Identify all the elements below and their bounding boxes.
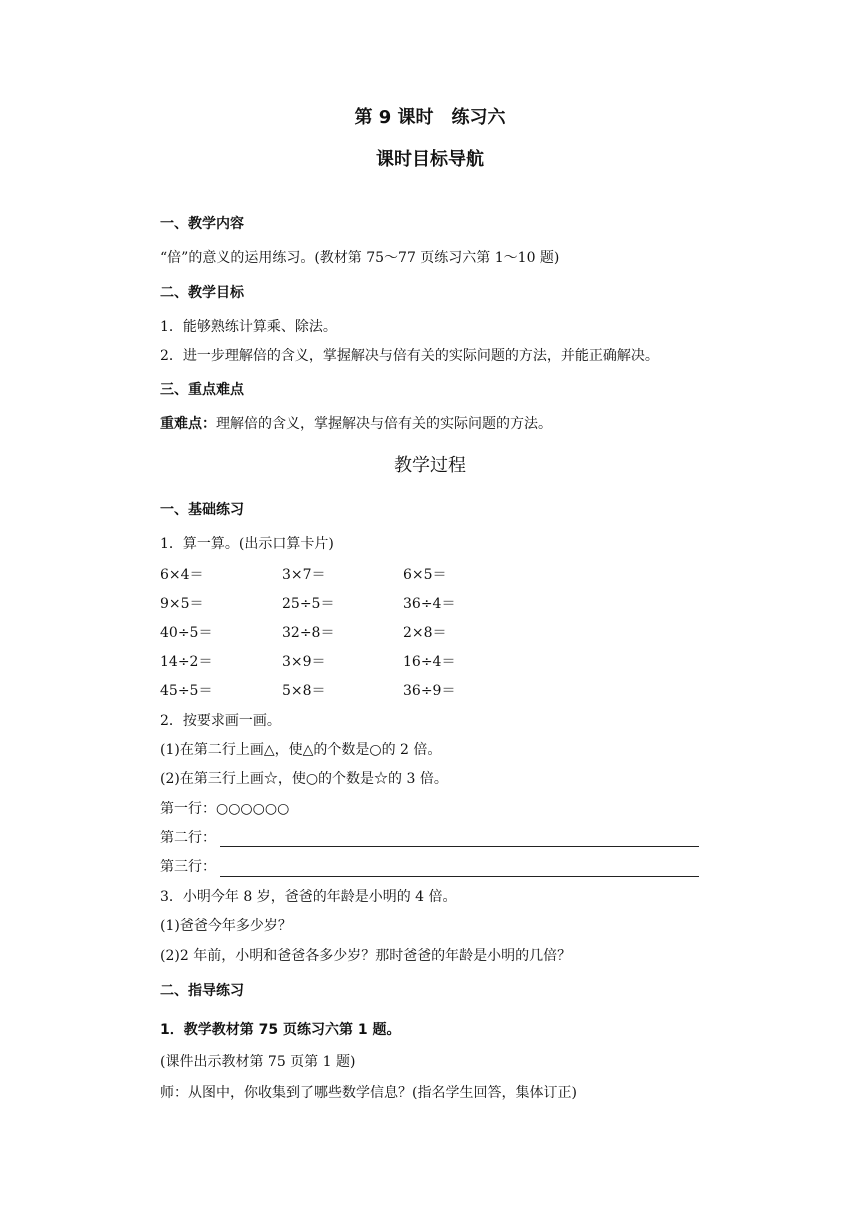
calc-r3-c3: 2×8＝ — [403, 625, 447, 641]
row-3-blank-line — [220, 876, 699, 877]
calc-r1-c1: 6×4＝ — [160, 567, 204, 583]
key-points-text: 理解倍的含义，掌握解决与倍有关的实际问题的方法。 — [216, 416, 552, 432]
row-2-blank-line — [220, 846, 699, 847]
question-2-part-1: (1)在第二行上画△，使△的个数是○的 2 倍。 — [160, 742, 442, 758]
section-heading-guided-practice: 二、指导练习 — [160, 983, 244, 999]
calc-r3-c1: 40÷5＝ — [160, 625, 213, 641]
teaching-content-text: “倍”的意义的运用练习。(教材第 75～77 页练习六第 1～10 题) — [160, 250, 560, 266]
calc-r4-c1: 14÷2＝ — [160, 654, 213, 670]
calc-r5-c1: 45÷5＝ — [160, 683, 213, 699]
section-heading-key-points: 三、重点难点 — [160, 382, 244, 398]
row-3-label: 第三行： — [160, 859, 216, 875]
row-1 — [160, 800, 289, 818]
row-1-label: 第一行： — [160, 801, 216, 817]
calc-r3-c2: 32÷8＝ — [282, 625, 335, 641]
lesson-title: 第 9 课时 练习六 — [354, 107, 506, 128]
teacher-prompt: 师：从图中，你收集到了哪些数学信息？(指名学生回答，集体订正) — [160, 1085, 577, 1101]
question-3-part-2: (2)2 年前，小明和爸爸各多少岁？那时爸爸的年龄是小明的几倍？ — [160, 948, 572, 964]
question-2: 2．按要求画一画。 — [160, 713, 281, 729]
goal-item-1: 1．能够熟练计算乘、除法。 — [160, 319, 337, 335]
calc-r4-c2: 3×9＝ — [282, 654, 326, 670]
section-heading-teaching-content: 一、教学内容 — [160, 216, 244, 232]
process-heading: 教学过程 — [394, 455, 466, 476]
calc-r2-c1: 9×5＝ — [160, 596, 204, 612]
key-points-label: 重难点： — [160, 416, 216, 432]
calc-r1-c3: 6×5＝ — [403, 567, 447, 583]
key-points-line — [160, 415, 552, 433]
calc-r5-c3: 36÷9＝ — [403, 683, 456, 699]
row-1-circles: ○○○○○○ — [216, 801, 290, 817]
question-2-part-2: (2)在第三行上画☆，使○的个数是☆的 3 倍。 — [160, 771, 448, 787]
question-3: 3．小明今年 8 岁，爸爸的年龄是小明的 4 倍。 — [160, 889, 457, 905]
row-2-label: 第二行： — [160, 830, 216, 846]
question-3-part-1: (1)爸爸今年多少岁？ — [160, 918, 292, 934]
lesson-subtitle: 课时目标导航 — [376, 149, 484, 170]
calc-r5-c2: 5×8＝ — [282, 683, 326, 699]
calc-r1-c2: 3×7＝ — [282, 567, 326, 583]
section-heading-basic-practice: 一、基础练习 — [160, 502, 244, 518]
section-heading-teaching-goals: 二、教学目标 — [160, 285, 244, 301]
guided-note: (课件出示教材第 75 页第 1 题) — [160, 1054, 356, 1070]
calc-r4-c3: 16÷4＝ — [403, 654, 456, 670]
calc-r2-c2: 25÷5＝ — [282, 596, 335, 612]
goal-item-2: 2．进一步理解倍的含义，掌握解决与倍有关的实际问题的方法，并能正确解决。 — [160, 348, 659, 364]
question-1: 1．算一算。(出示口算卡片) — [160, 536, 334, 552]
calc-r2-c3: 36÷4＝ — [403, 596, 456, 612]
guided-question-1: 1．教学教材第 75 页练习六第 1 题。 — [160, 1022, 401, 1038]
